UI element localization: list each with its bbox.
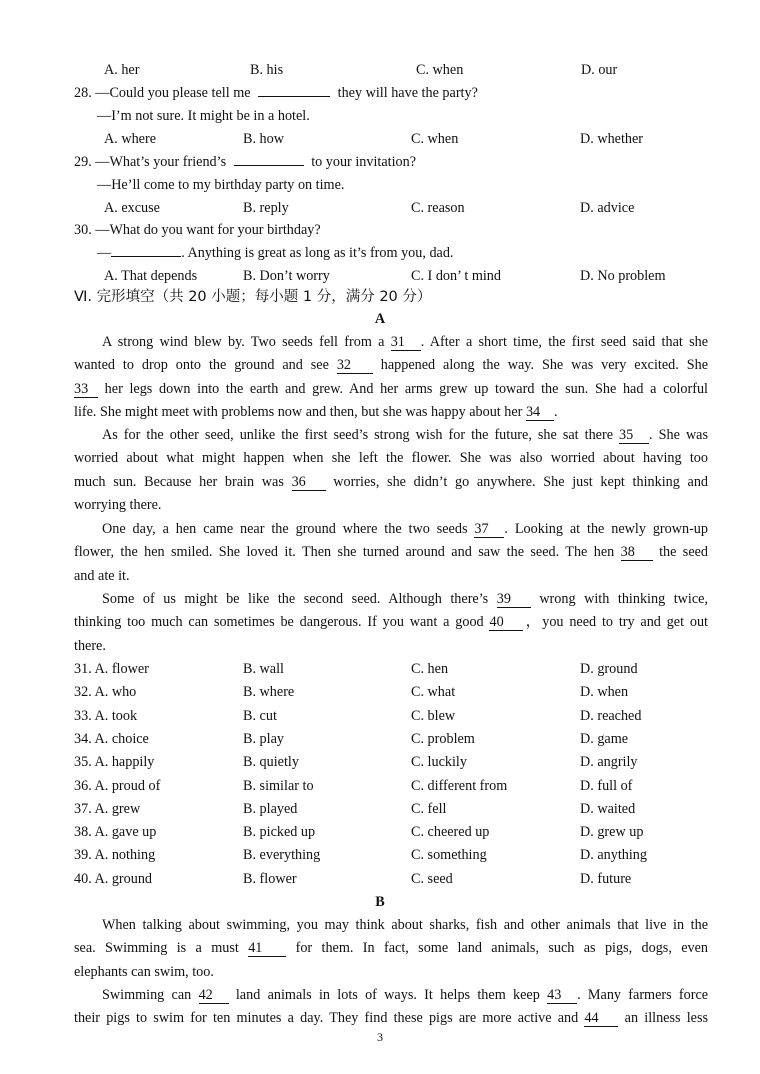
question-option-b[interactable]: B. flower [243, 870, 297, 887]
passage-text: A strong wind blew by. Two seeds fell from a [102, 334, 385, 350]
q29-options [0, 197, 760, 219]
question-option-b[interactable]: B. everything [243, 847, 321, 864]
passage-text: . After a short time, the first seed said that she [420, 334, 708, 350]
blank-34[interactable]: 34 [526, 404, 554, 421]
passage-text: . She was [649, 427, 708, 443]
q30-stem: 30. —What do you want for your birthday? [74, 222, 321, 238]
q30-reply-after: . Anything is great as long as it’s from you, dad. [181, 245, 454, 261]
blank-43[interactable]: 43 [547, 987, 577, 1004]
q29-blank[interactable] [234, 151, 304, 166]
passage-text: there. [74, 637, 106, 654]
passage-a-paragraph-4 [74, 588, 708, 658]
question-option-c[interactable]: C. problem [411, 730, 475, 747]
question-option-c[interactable]: C. something [411, 847, 487, 864]
blank-35[interactable]: 35 [619, 427, 649, 444]
q29-stem-after: to your invitation? [311, 154, 417, 170]
question-option-b[interactable]: B. wall [243, 661, 284, 677]
passage-a-paragraph-1 [74, 331, 708, 424]
question-row [0, 728, 760, 750]
question-row [0, 868, 760, 890]
question-row [0, 821, 760, 843]
q28-option-a[interactable]: A. where [104, 131, 156, 147]
q29-stem-before: 29. —What’s your friend’s [74, 154, 227, 170]
question-option-b[interactable]: B. where [243, 684, 295, 701]
question-option-c[interactable]: C. what [411, 684, 456, 701]
q30-options [0, 265, 760, 287]
q28-stem [74, 82, 708, 104]
q29-reply: —He’ll come to my birthday party on time. [97, 177, 345, 193]
q29-option-a[interactable]: A. excuse [104, 200, 160, 216]
question-option-d[interactable]: D. when [580, 684, 629, 701]
section-6-title: Ⅵ. 完形填空（共 20 小题；每小题 1 分，满分 20 分） [74, 289, 432, 305]
question-option-a[interactable]: 38. A. gave up [74, 824, 157, 841]
passage-text: ，you need to try and get out [523, 614, 708, 631]
q28-stem-after: they will have the party? [337, 85, 478, 101]
passage-text: their pigs to swim for ten minutes a day. They find these pigs are more active and [74, 1010, 579, 1027]
question-row [0, 705, 760, 727]
passage-b-paragraph-1 [74, 914, 708, 984]
passage-text: and ate it. [74, 567, 130, 584]
blank-33[interactable]: 33 [74, 381, 98, 398]
blank-37[interactable]: 37 [474, 521, 504, 538]
q30-option-c[interactable]: C. I don’ t mind [411, 268, 501, 284]
blank-39[interactable]: 39 [497, 591, 531, 608]
question-row [0, 775, 760, 797]
blank-41[interactable]: 41 [248, 940, 286, 957]
passage-text: One day, a hen came near the ground where the two seeds [102, 521, 468, 537]
q29-option-c[interactable]: C. reason [411, 200, 465, 216]
passage-text: worries, she didn’t go anywhere. She just kept thinking and [333, 473, 708, 490]
q30-option-a[interactable]: A. That depends [104, 268, 198, 284]
passage-text: happened along the way. She was very excited. She [380, 357, 708, 374]
question-option-c[interactable]: C. cheered up [411, 824, 490, 841]
question-option-c[interactable]: C. different from [411, 777, 508, 794]
question-option-a[interactable]: 40. A. ground [74, 870, 153, 887]
question-option-b[interactable]: B. play [243, 730, 284, 747]
question-option-a[interactable]: 32. A. who [74, 684, 137, 701]
question-option-c[interactable]: C. hen [411, 661, 449, 677]
q30-option-d[interactable]: D. No problem [580, 268, 666, 284]
question-option-d[interactable]: D. full of [580, 777, 633, 794]
question-option-d[interactable]: D. anything [580, 847, 647, 864]
question-option-c[interactable]: C. blew [411, 707, 456, 724]
question-option-c[interactable]: C. fell [411, 800, 447, 817]
blank-44[interactable]: 44 [584, 1010, 618, 1027]
passage-text: When talking about swimming, you may think about sharks, fish and other animals that live in the [102, 917, 708, 933]
question-option-c[interactable]: C. seed [411, 870, 453, 887]
q29-stem [74, 151, 708, 173]
q28-blank[interactable] [258, 82, 330, 97]
question-option-b[interactable]: B. quietly [243, 754, 299, 771]
q30-reply-dash: — [97, 245, 112, 261]
q27-option-b[interactable]: B. his [250, 62, 284, 78]
passage-text: . [553, 403, 558, 420]
question-row [0, 658, 760, 680]
q28-option-b[interactable]: B. how [243, 131, 284, 147]
question-option-d[interactable]: D. grew up [580, 824, 644, 841]
passage-text: Some of us might be like the second seed. Although there’s [102, 591, 489, 607]
question-option-d[interactable]: D. angrily [580, 754, 638, 771]
passage-text: sea. Swimming is a must [74, 940, 239, 957]
passage-text: the seed [659, 544, 708, 561]
question-option-b[interactable]: B. similar to [243, 777, 314, 794]
q28-option-c[interactable]: C. when [411, 131, 459, 147]
passage-b-paragraph-2 [74, 984, 708, 1031]
passage-text: worried about what might happen when she left the flower. She was also worried about having too [74, 450, 708, 467]
passage-text: flower, the hen smiled. She loved it. Then she turned around and saw the seed. The hen [74, 544, 615, 561]
q28-reply: —I’m not sure. It might be in a hotel. [97, 108, 310, 124]
passage-b-heading: B [375, 894, 385, 910]
passage-text: worrying there. [74, 496, 162, 513]
question-row [0, 844, 760, 866]
passage-text: an illness less [624, 1010, 708, 1027]
passage-text: much sun. Because her brain was [74, 473, 284, 490]
question-option-c[interactable]: C. luckily [411, 754, 467, 771]
passage-a-heading: A [374, 311, 386, 327]
question-option-d[interactable]: D. ground [580, 661, 638, 677]
question-option-b[interactable]: B. picked up [243, 824, 316, 841]
question-row [0, 751, 760, 773]
question-option-a[interactable]: 34. A. choice [74, 730, 149, 747]
passage-text: Swimming can [102, 987, 192, 1003]
passage-text: wanted to drop onto the ground and see [74, 357, 329, 374]
passage-text: for them. In fact, some land animals, such as pigs, dogs, even [295, 940, 708, 957]
q27-options [0, 59, 760, 81]
blank-38[interactable]: 38 [621, 544, 653, 561]
blank-36[interactable]: 36 [292, 474, 326, 491]
blank-32[interactable]: 32 [337, 357, 373, 374]
question-option-b[interactable]: B. played [243, 800, 298, 817]
question-row [0, 681, 760, 703]
passage-a-paragraph-3 [74, 518, 708, 588]
passage-text: life. She might meet with problems now and then, but she was happy about her [74, 403, 523, 420]
question-option-a[interactable]: 39. A. nothing [74, 847, 156, 864]
page-number: 3 [377, 1030, 383, 1044]
q30-option-b[interactable]: B. Don’t worry [243, 268, 330, 284]
passage-text: . Many farmers force [577, 987, 708, 1003]
q27-option-c[interactable]: C. when [416, 62, 464, 78]
passage-text: . Looking at the newly grown-up [504, 521, 708, 537]
passage-text: elephants can swim, too. [74, 963, 214, 980]
question-option-d[interactable]: D. future [580, 870, 632, 887]
question-option-b[interactable]: B. cut [243, 707, 277, 724]
question-row [0, 798, 760, 820]
question-option-d[interactable]: D. waited [580, 800, 636, 817]
passage-text: thinking too much can sometimes be dangerous. If you want a good [74, 614, 484, 631]
q28-options [0, 128, 760, 150]
passage-text: As for the other seed, unlike the first seed’s strong wish for the future, she sat there [102, 427, 613, 443]
question-option-a[interactable]: 33. A. took [74, 707, 138, 724]
question-option-d[interactable]: D. reached [580, 707, 642, 724]
question-option-a[interactable]: 37. A. grew [74, 800, 141, 817]
question-option-d[interactable]: D. game [580, 730, 629, 747]
passage-a-paragraph-2 [74, 424, 708, 517]
question-option-a[interactable]: 31. A. flower [74, 661, 149, 677]
q30-reply [97, 242, 708, 264]
q28-stem-before: 28. —Could you please tell me [74, 85, 251, 101]
question-option-a[interactable]: 36. A. proud of [74, 777, 161, 794]
blank-31[interactable]: 31 [391, 334, 421, 351]
passage-text: land animals in lots of ways. It helps them keep [235, 987, 540, 1003]
passage-text: wrong with thinking twice, [539, 591, 708, 607]
q29-option-b[interactable]: B. reply [243, 200, 289, 216]
q29-option-d[interactable]: D. advice [580, 200, 635, 216]
q27-option-d[interactable]: D. our [581, 62, 618, 78]
blank-42[interactable]: 42 [199, 987, 229, 1004]
blank-40[interactable]: 40 [489, 614, 523, 631]
q28-option-d[interactable]: D. whether [580, 131, 644, 147]
q27-option-a[interactable]: A. her [104, 62, 140, 78]
q30-blank[interactable] [111, 242, 181, 257]
question-option-a[interactable]: 35. A. happily [74, 754, 155, 771]
passage-text: her legs down into the earth and grew. And her arms grew up toward the sun. She had a colorful [104, 380, 708, 397]
